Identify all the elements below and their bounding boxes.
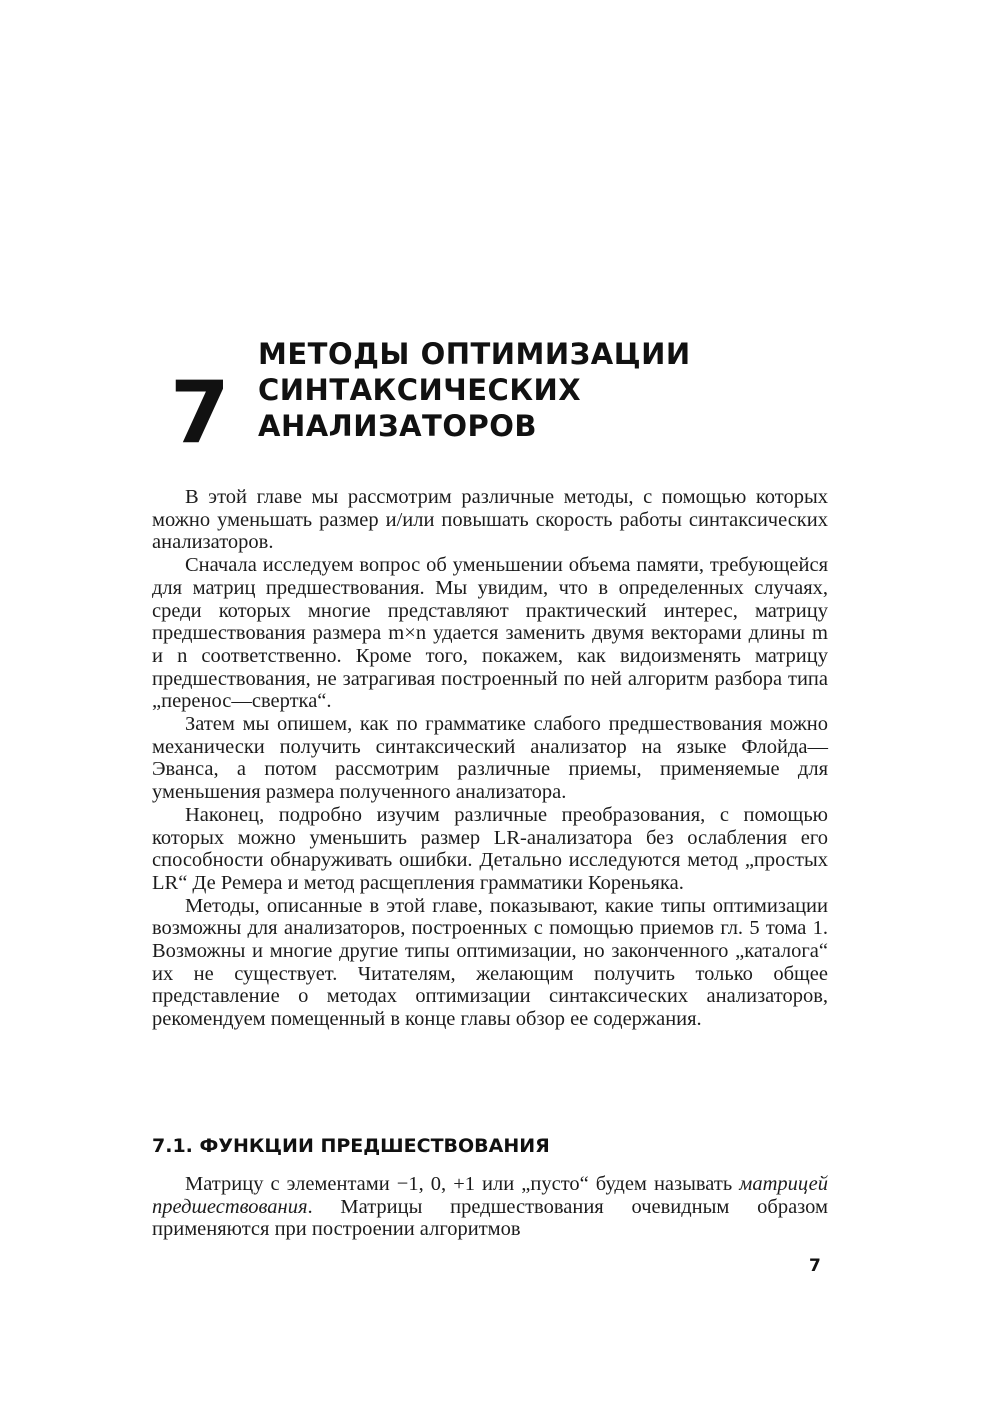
chapter-number: 7: [170, 363, 230, 463]
section-text-before: Матрицу с элементами −1, 0, +1 или „пусто“ будем называть: [185, 1173, 740, 1195]
defined-term: матрицей предшествования: [152, 1173, 828, 1218]
chapter-intro: [152, 486, 828, 1031]
chapter-title-line: МЕТОДЫ ОПТИМИЗАЦИИ: [258, 337, 691, 371]
section-heading: 7.1. ФУНКЦИИ ПРЕДШЕСТВОВАНИЯ: [152, 1135, 550, 1157]
chapter-title-line: СИНТАКСИЧЕСКИХ: [258, 373, 582, 407]
intro-paragraph: Наконец, подробно изучим различные преобразования, с помощью которых можно уменьшить размер LR-анализатора без ослабления его способности обнаруживать ошибки. Детально исследуются метод „простых LR“ Де Ремера и метод расщепления грамматики Кореньяка.: [152, 803, 828, 894]
section-text-after: . Матрицы предшествования очевидным образом применяются при построении алгоритмов: [152, 1195, 828, 1241]
intro-paragraph: В этой главе мы рассмотрим различные методы, с помощью которых можно уменьшать размер и/или повышать скорость работы синтаксических анализаторов.: [152, 486, 828, 554]
intro-paragraph: Сначала исследуем вопрос об уменьшении объема памяти, требующейся для матриц предшествования. Мы увидим, что в определенных случаях, среди которых многие представляют практический интерес, матрицу предшествования размера m×n удается заменить двумя векторами длины m и n соответственно. Кроме того, покажем, как видоизменять матрицу предшествования, не затрагивая построенный по ней алгоритм разбора типа „перенос—свертка“.: [152, 554, 828, 713]
page-number: 7: [809, 1256, 821, 1276]
section-body: [152, 1173, 828, 1241]
chapter-title: [258, 336, 691, 444]
intro-paragraph: Затем мы опишем, как по грамматике слабого предшествования можно механически получить синтаксический анализатор на языке Флойда—Эванса, а потом рассмотрим различные приемы, применяемые для уменьшения размера полученного анализатора.: [152, 713, 828, 804]
section-paragraph: [152, 1173, 828, 1241]
intro-paragraph: Методы, описанные в этой главе, показывают, какие типы оптимизации возможны для анализаторов, построенных с помощью приемов гл. 5 тома 1. Возможны и многие другие типы оптимизации, но законченного „каталога“ их не существует. Читателям, желающим получить только общее представление о методах оптимизации синтаксических анализаторов, рекомендуем помещенный в конце главы обзор ее содержания.: [152, 894, 828, 1031]
chapter-title-line: АНАЛИЗАТОРОВ: [258, 409, 538, 443]
